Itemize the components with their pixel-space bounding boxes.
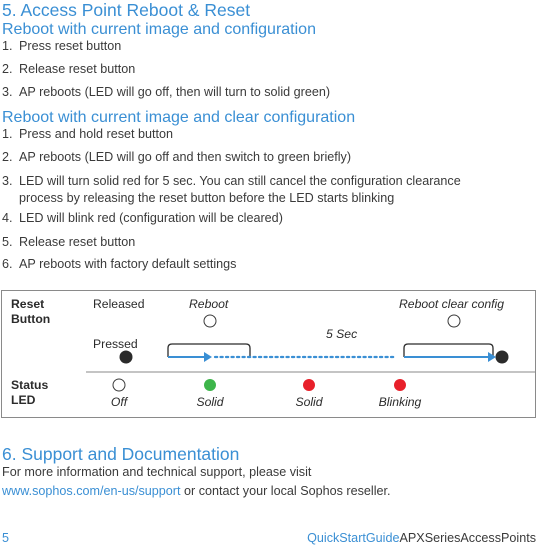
led-state-circle [303, 379, 315, 391]
footer-guide-title: QuickStartGuideAPXSeriesAccessPoints [307, 531, 536, 545]
reboot-clear-config-label: Reboot clear config [399, 297, 505, 311]
list-item: 3. LED will turn solid red for 5 sec. You can still cancel the configuration clearance process by releasing the reset button before the LED starts blinking [2, 174, 461, 205]
list-item: 2. Release reset button [2, 62, 136, 76]
led-state-circle [204, 379, 216, 391]
reset-button-label: Reset Button [11, 297, 51, 326]
pressed-circle-end [496, 351, 509, 364]
released-circle-reboot [204, 315, 216, 327]
list-item: 5. Release reset button [2, 235, 136, 249]
reboot-bracket [168, 344, 250, 357]
list-item: 1. Press and hold reset button [2, 127, 174, 141]
led-state-label: Blinking [378, 395, 422, 409]
list-item: 4. LED will blink red (configuration will be cleared) [2, 211, 283, 225]
support-text-line2: www.sophos.com/en-us/support or contact your local Sophos reseller. [2, 484, 391, 498]
pressed-label: Pressed [93, 337, 138, 351]
released-circle-clear [448, 315, 460, 327]
led-state-label: Solid [295, 395, 323, 409]
reset-timing-diagram [1, 290, 536, 418]
led-state-circle [394, 379, 406, 391]
led-states [113, 379, 406, 391]
section-title-support: 6. Support and Documentation [2, 444, 240, 464]
page-number: 5 [2, 531, 10, 545]
pressed-circle-start [120, 351, 133, 364]
reboot-label: Reboot [189, 297, 229, 311]
support-text-line1: For more information and technical support, please visit [2, 465, 312, 479]
arrow-head [204, 352, 212, 362]
list-item: 3. AP reboots (LED will go off, then will turn to solid green) [2, 85, 331, 99]
duration-label: 5 Sec [326, 327, 358, 341]
list-item: 1. Press reset button [2, 39, 122, 53]
led-state-label: Off [110, 395, 128, 409]
led-state-label: Solid [196, 395, 224, 409]
released-label: Released [93, 297, 145, 311]
subsection-title-reboot-current: Reboot with current image and configuration [2, 21, 316, 38]
subsection-title-reboot-clear: Reboot with current image and clear configuration [2, 109, 356, 126]
status-led-label: Status LED [11, 378, 49, 407]
led-state-circle [113, 379, 125, 391]
section-title-reboot-reset: 5. Access Point Reboot & Reset [2, 0, 251, 20]
list-item: 2. AP reboots (LED will go off and then switch to green briefly) [2, 150, 352, 164]
arrow-head [488, 352, 496, 362]
support-link[interactable]: www.sophos.com/en-us/support [2, 484, 181, 498]
clear-bracket [404, 344, 493, 357]
list-item: 6. AP reboots with factory default settings [2, 257, 237, 271]
